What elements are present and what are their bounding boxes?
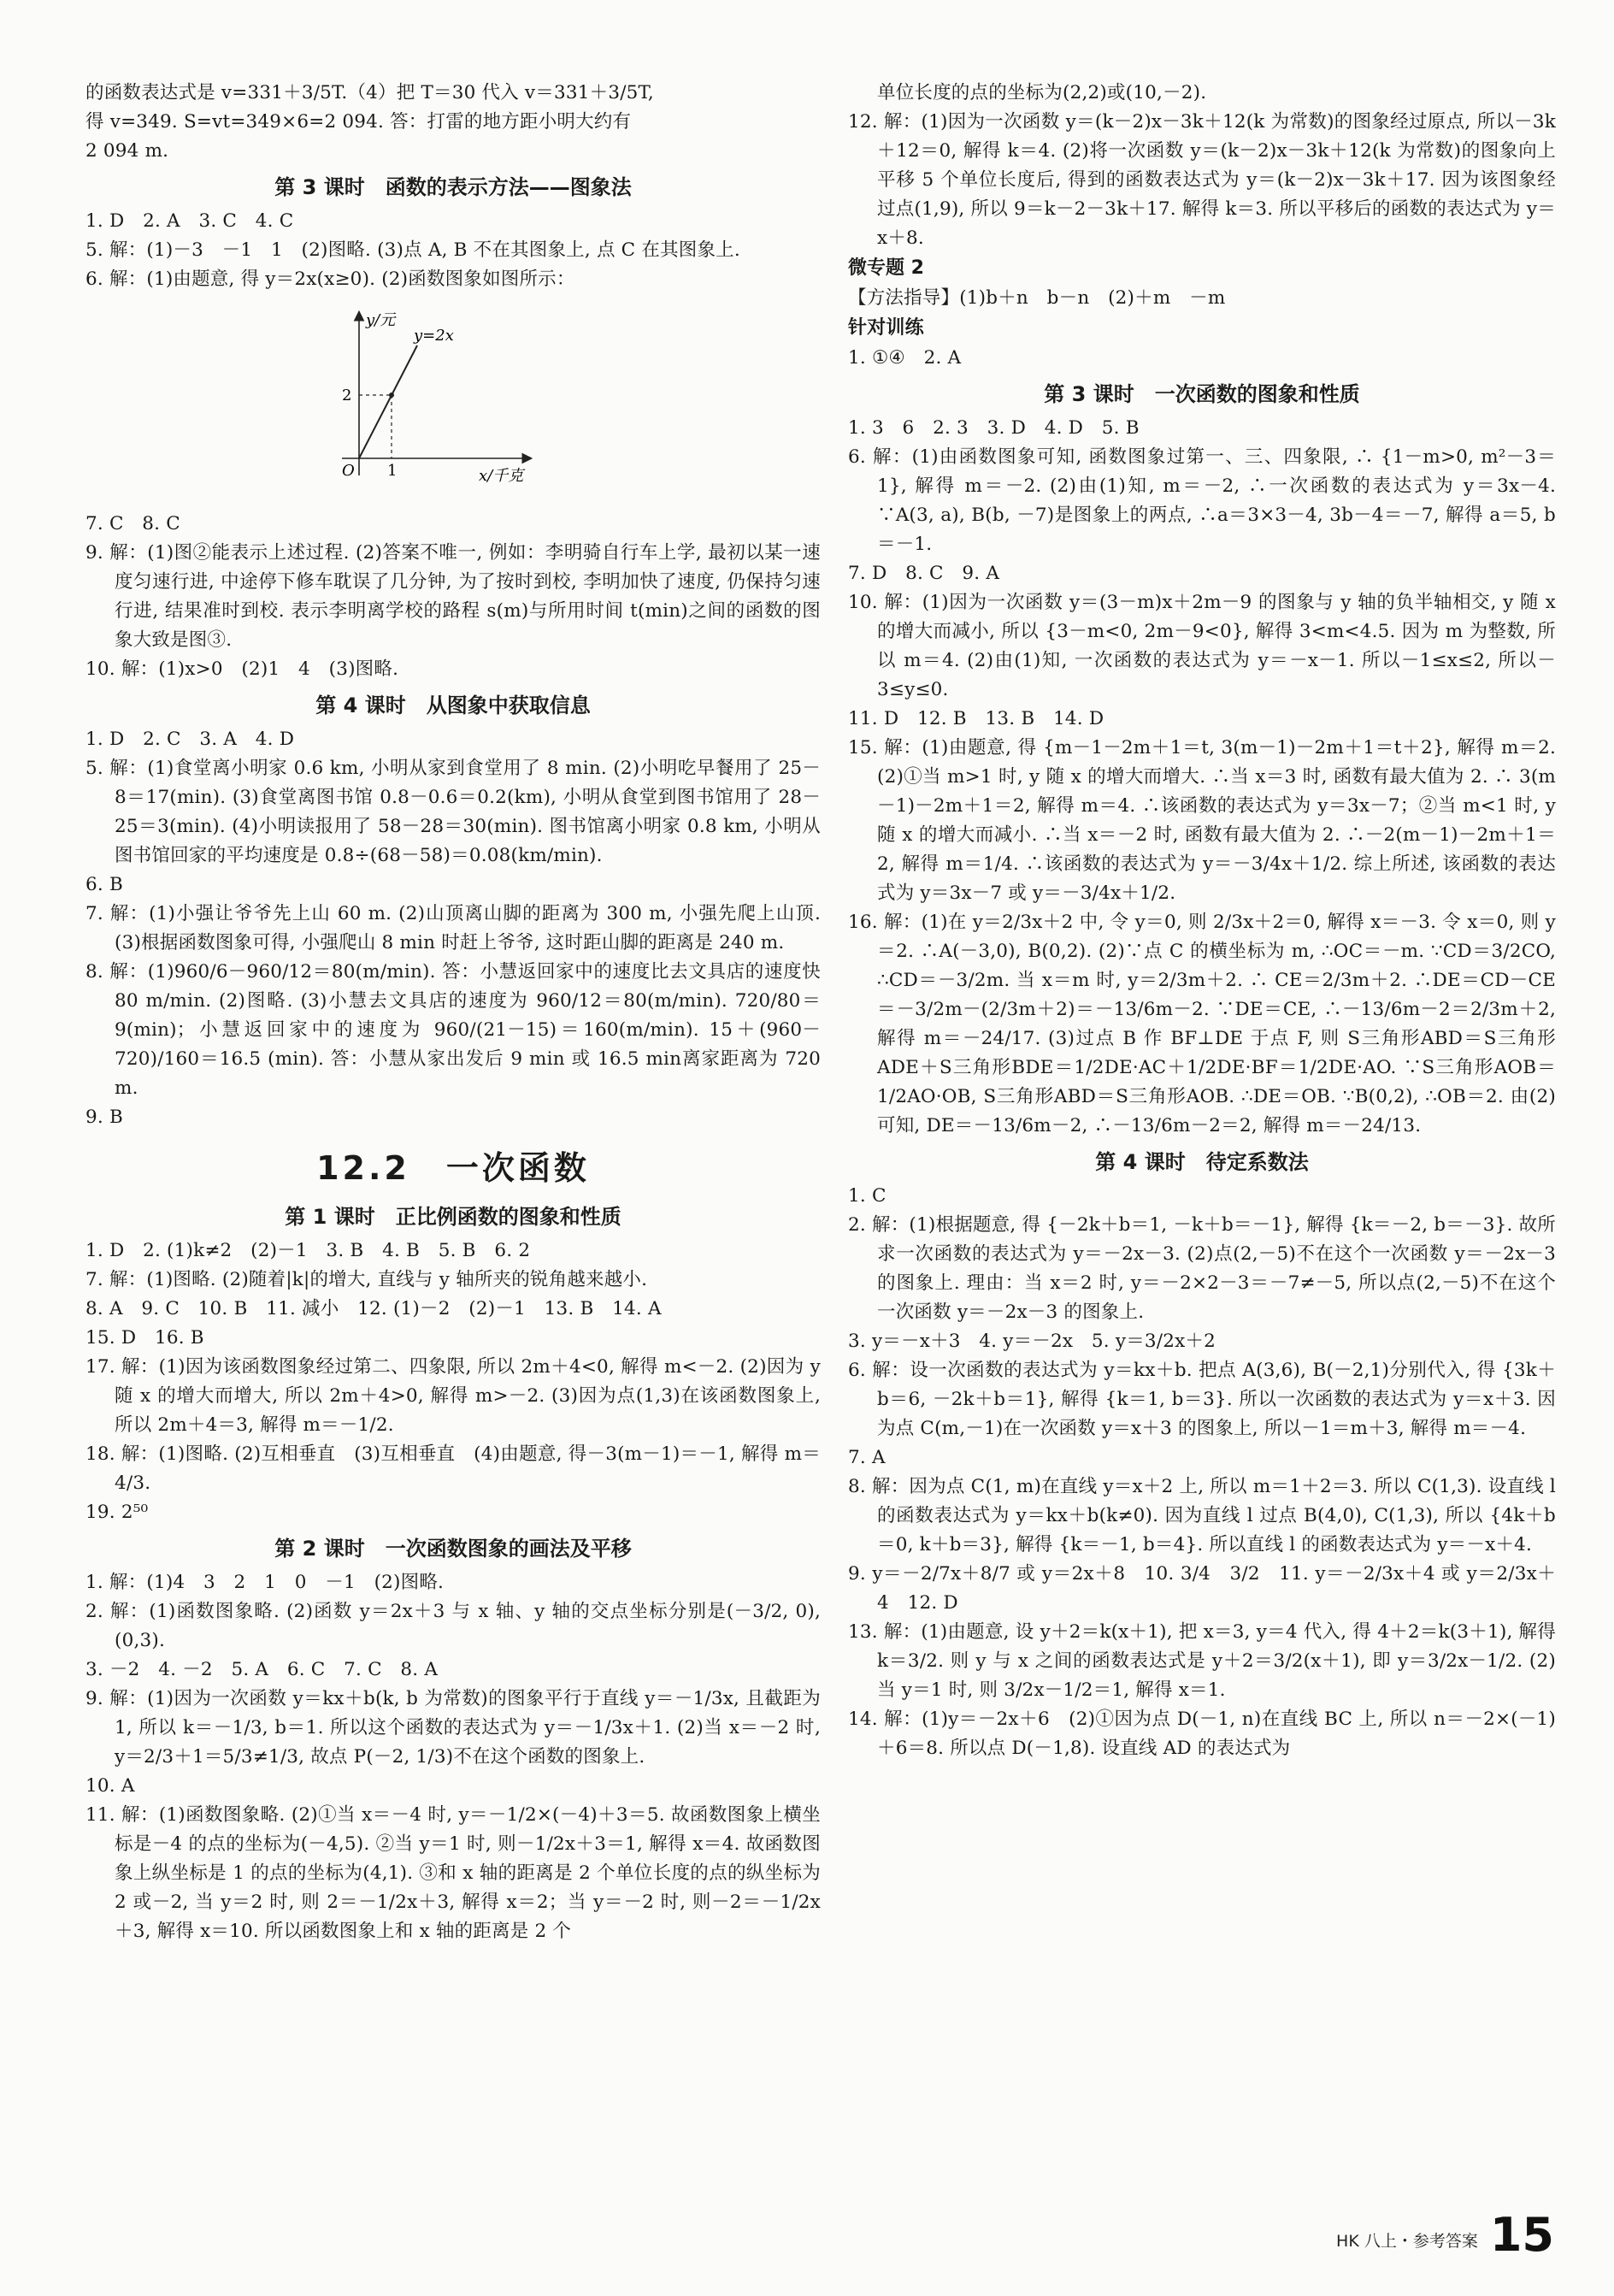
lesson-title: 第 4 课时 待定系数法 — [1095, 1150, 1309, 1174]
answer-item: 13. 解：(1)由题意, 设 y＋2＝k(x＋1), 把 x＝3, y＝4 代入, 得 4＋2＝k(3＋1), 解得 k＝3/2. 则 y 与 x 之间的函数表达式是 y＋2＝3/2(x＋1), 即 y＝3/2x－1/2. (2)当 y＝1 时, 则 3/2x－1/2＝1, 解得 x＝1. — [848, 1621, 1556, 1701]
origin-label: O — [342, 462, 355, 480]
answer-item: 6. B — [85, 874, 123, 895]
answer-item: 10. A — [85, 1775, 135, 1797]
graph-line — [359, 345, 417, 458]
left-column — [85, 79, 821, 1946]
answer-item: 18. 解：(1)图略. (2)互相垂直 (3)互相垂直 (4)由题意, 得－3(m－1)＝－1, 解得 m＝4/3. — [85, 1443, 821, 1494]
intro-line: 2 094 m. — [85, 140, 169, 162]
answer-item: 11. 解：(1)函数图象略. (2)①当 x＝－4 时, y＝－1/2×(－4)＋3＝5. 故函数图象上横坐标是－4 的点的坐标为(－4,5). ②当 y＝1 时, 则－1/2x＋3＝1, 解得 x＝4. 故函数图象上纵坐标是 1 的点的坐标为(4,1). ③和 x 轴的距离是 2 个单位长度的点的纵坐标为 2 或－2, 当 y＝2 时, 则 2＝－1/2x＋3, 解得 x＝2；当 y＝－2 时, 则－2＝－1/2x＋3, 解得 x＝10. 所以函数图象上和 x 轴的距离是 2 个 — [85, 1804, 821, 1942]
lesson-title: 第 3 课时 一次函数的图象和性质 — [1044, 382, 1360, 406]
answer-item: 8. 解：(1)960/6－960/12＝80(m/min). 答：小慧返回家中的速度比去文具店的速度快 80 m/min. (2)图略. (3)小慧去文具店的速度为 960/12＝80(m/min). 720/80＝9(min)；小慧返回家中的速度为 960/(21－15)＝160(m/min). 15＋(960－720)/160＝16.5 (min). 答：小慧从家出发后 9 min 或 16.5 min离家距离为 720 m. — [85, 961, 821, 1099]
answer-item: 1. C — [848, 1185, 887, 1207]
answer-item: 7. 解：(1)图略. (2)随着|k|的增大, 直线与 y 轴所夹的锐角越来越小. — [85, 1269, 648, 1290]
answer-item: 15. 解：(1)由题意, 得 {m－1－2m＋1＝t, 3(m－1)－2m＋1＝t＋2}, 解得 m＝2. (2)①当 m>1 时, y 随 x 的增大而增大. ∴当 x＝3 时, 函数有最大值为 2. ∴ 3(m－1)－2m＋1＝2, 解得 m＝4. ∴该函数的表达式为 y＝3x－7；②当 m<1 时, y 随 x 的增大而减小. ∴当 x＝－2 时, 函数有最大值为 2. ∴－2(m－1)－2m＋1＝2, 解得 m＝1/4. ∴该函数的表达式为 y＝－3/4x＋1/2. 综上所述, 该函数的表达式为 y＝3x－7 或 y＝－3/4x＋1/2. — [848, 737, 1556, 904]
practice-heading: 针对训练 — [848, 317, 924, 339]
topic-title: 微专题 2 — [848, 257, 924, 279]
answer-item: 11. D 12. B 13. B 14. D — [848, 708, 1104, 729]
answer-item: 1. D 2. C 3. A 4. D — [85, 729, 295, 750]
y-tick-label: 2 — [342, 387, 352, 404]
graph-point — [389, 393, 394, 398]
lesson-title: 第 2 课时 一次函数图象的画法及平移 — [274, 1537, 632, 1561]
answer-item: 9. y＝－2/7x＋8/7 或 y＝2x＋8 10. 3/4 3/2 11. y＝－2/3x＋4 或 y＝2/3x＋4 12. D — [848, 1563, 1556, 1614]
page-footer — [1336, 2208, 1554, 2262]
answer-item: 7. C 8. C — [85, 513, 180, 534]
answer-item: 7. D 8. C 9. A — [848, 563, 1000, 584]
answer-item: 15. D 16. B — [85, 1327, 204, 1349]
answer-item: 3. y＝－x＋3 4. y＝－2x 5. y＝3/2x＋2 — [848, 1331, 1216, 1352]
answer-item: 1. 3 6 2. 3 3. D 4. D 5. B — [848, 417, 1140, 439]
answer-item: 2. 解：(1)根据题意, 得 {－2k＋b＝1, －k＋b＝－1}, 解得 {k＝－2, b＝－3}. 故所求一次函数的表达式为 y＝－2x－3. (2)点(2,－5)不在这个一次函数 y＝－2x－3 的图象上. 理由：当 x＝2 时, y＝－2×2－3＝－7≠－5, 所以点(2,－5)不在这个一次函数 y＝－2x－3 的图象上. — [848, 1214, 1556, 1323]
intro-line: 的函数表达式是 v=331＋3/5T.（4）把 T＝30 代入 v＝331＋3/5T, — [85, 82, 654, 103]
answer-item: 8. A 9. C 10. B 11. 减小 12. (1)－2 (2)－1 13. B 14. A — [85, 1298, 662, 1319]
answer-item: 1. D 2. (1)k≠2 (2)－1 3. B 4. B 5. B 6. 2 — [85, 1240, 531, 1261]
answer-item: 1. ①④ 2. A — [848, 347, 962, 369]
footer-label: HK 八上・参考答案 — [1336, 2232, 1478, 2251]
answer-item: 7. A — [848, 1447, 886, 1468]
answer-item: 6. 解：(1)由函数图象可知, 函数图象过第一、三、四象限, ∴ {1－m>0, m²－3＝1}, 解得 m＝－2. (2)由(1)知, m＝－2, ∴一次函数的表达式为 y＝3x－4. ∵A(3, a), B(b, －7)是图象上的两点, ∴a＝3×3－4, 3b－4＝－7, 解得 a＝5, b＝－1. — [848, 446, 1556, 555]
answer-item: 17. 解：(1)因为该函数图象经过第二、四象限, 所以 2m＋4<0, 解得 m<－2. (2)因为 y 随 x 的增大而增大, 所以 2m＋4>0, 解得 m>－2. (3)因为点(1,3)在该函数图象上, 所以 2m＋4＝3, 解得 m＝－1/2. — [85, 1356, 821, 1436]
answer-item: 2. 解：(1)函数图象略. (2)函数 y＝2x＋3 与 x 轴、y 轴的交点坐标分别是(－3/2, 0), (0,3). — [85, 1601, 821, 1651]
answer-item: 5. 解：(1)－3 －1 1 (2)图略. (3)点 A, B 不在其图象上, 点 C 在其图象上. — [85, 239, 740, 261]
lesson-title: 第 3 课时 函数的表示方法——图象法 — [274, 175, 632, 199]
answer-item: 19. 2⁵⁰ — [85, 1502, 149, 1523]
x-axis-label: x/千克 — [479, 467, 524, 485]
method-guide: 【方法指导】(1)b＋n b－n (2)＋m －m — [848, 287, 1226, 309]
answer-item: 10. 解：(1)因为一次函数 y＝(3－m)x＋2m－9 的图象与 y 轴的负半轴相交, y 随 x 的增大而减小, 所以 {3－m<0, 2m－9<0}, 解得 3<m<4.5. 因为 m 为整数, 所以 m＝4. (2)由(1)知, 一次函数的表达式为 y＝－x－1. 所以－1≤x≤2, 所以－3≤y≤0. — [848, 592, 1556, 700]
answer-item: 6. 解：(1)由题意, 得 y＝2x(x≥0). (2)函数图象如图所示： — [85, 269, 575, 290]
answer-item: 9. 解：(1)图②能表示上述过程. (2)答案不唯一, 例如：李明骑自行车上学, 最初以某一速度匀速行进, 中途停下修车耽误了几分钟, 为了按时到校, 李明加快了速度, 仍保持匀速行进, 结果准时到校. 表示李明离学校的路程 s(m)与所用时间 t(min)之间的函数的图象大致是图③. — [85, 542, 821, 651]
intro-line: 得 v=349. S=vt=349×6=2 094. 答：打雷的地方距小明大约有 — [85, 111, 632, 133]
section-title: 12.2 一次函数 — [316, 1149, 590, 1187]
graph-svg — [316, 299, 573, 498]
answer-item: 16. 解：(1)在 y＝2/3x＋2 中, 令 y＝0, 则 2/3x＋2＝0, 解得 x＝－3. 令 x＝0, 则 y＝2. ∴A(－3,0), B(0,2). (2)∵点 C 的横坐标为 m, ∴OC＝－m. ∵CD＝3/2CO, ∴CD＝－3/2m. 当 x＝m 时, y＝2/3m＋2. ∴ CE＝2/3m＋2. ∴DE＝CD－CE＝－3/2m－(2/3m＋2)＝－13/6m－2. ∵DE＝CE, ∴－13/6m－2＝2/3m＋2, 解得 m＝－24/17. (3)过点 B 作 BF⊥DE 于点 F, 则 S三角形ABD＝S三角形ADE＋S三角形BDE＝1/2DE·AC＋1/2DE·BF＝1/2DE·AO. ∵S三角形AOB＝1/2AO·OB, S三角形ABD＝S三角形AOB. ∴DE＝OB. ∵B(0,2), ∴OB＝2. 由(2)可知, DE＝－13/6m－2, ∴－13/6m－2＝2, 解得 m＝－24/13. — [848, 912, 1556, 1136]
line-label: y=2x — [414, 327, 454, 345]
right-column — [848, 79, 1556, 1763]
x-tick-label: 1 — [387, 462, 398, 480]
answer-item: 3. －2 4. －2 5. A 6. C 7. C 8. A — [85, 1659, 439, 1680]
lesson-title: 第 1 课时 正比例函数的图象和性质 — [285, 1205, 621, 1229]
answer-item: 1. D 2. A 3. C 4. C — [85, 210, 294, 232]
answer-item: 9. B — [85, 1107, 123, 1128]
answer-item: 14. 解：(1)y＝－2x＋6 (2)①因为点 D(－1, n)在直线 BC 上, 所以 n＝－2×(－1)＋6＝8. 所以点 D(－1,8). 设直线 AD 的表达式为 — [848, 1709, 1556, 1759]
answer-item: 8. 解：因为点 C(1, m)在直线 y＝x＋2 上, 所以 m＝1＋2＝3. 所以 C(1,3). 设直线 l 的函数表达式为 y＝kx＋b(k≠0). 因为直线 l 过点 B(4,0), C(1,3), 所以 {4k＋b＝0, k＋b＝3}, 解得 {k＝－1, b＝4}. 所以直线 l 的函数表达式为 y＝－x＋4. — [848, 1476, 1556, 1555]
y-axis-label: y/元 — [366, 311, 396, 329]
answer-item: 5. 解：(1)食堂离小明家 0.6 km, 小明从家到食堂用了 8 min. (2)小明吃早餐用了 25－8＝17(min). (3)食堂离图书馆 0.8－0.6＝0.2(km), 小明从食堂到图书馆用了 28－25＝3(min). (4)小明读报用了 58－28＝30(min). 图书馆离小明家 0.8 km, 小明从图书馆回家的平均速度是 0.8÷(68－58)＝0.08(km/min). — [85, 758, 821, 866]
answer-item: 1. 解：(1)4 3 2 1 0 －1 (2)图略. — [85, 1572, 445, 1593]
answer-item: 9. 解：(1)因为一次函数 y＝kx＋b(k, b 为常数)的图象平行于直线 y＝－1/3x, 且截距为 1, 所以 k＝－1/3, b＝1. 所以这个函数的表达式为 y＝－1/3x＋1. (2)当 x＝－2 时, y＝2/3＋1＝5/3≠1/3, 故点 P(－2, 1/3)不在这个函数的图象上. — [85, 1688, 821, 1768]
answer-item: 7. 解：(1)小强让爷爷先上山 60 m. (2)山顶离山脚的距离为 300 m, 小强先爬上山顶. (3)根据函数图象可得, 小强爬山 8 min 时赶上爷爷, 这时距山脚的距离是 240 m. — [85, 903, 821, 953]
function-graph — [85, 299, 821, 501]
answer-item: 单位长度的点的坐标为(2,2)或(10,－2). — [877, 82, 1207, 103]
answer-item: 12. 解：(1)因为一次函数 y＝(k－2)x－3k＋12(k 为常数)的图象经过原点, 所以－3k＋12＝0, 解得 k＝4. (2)将一次函数 y＝(k－2)x－3k＋12(k 为常数)的图象向上平移 5 个单位长度后, 得到的函数表达式为 y＝(k－2)x－3k＋17. 因为该图象经过点(1,9), 所以 9＝k－2－3k＋17. 解得 k＝3. 所以平移后的函数的表达式为 y＝x＋8. — [848, 111, 1556, 249]
answer-item: 10. 解：(1)x>0 (2)1 4 (3)图略. — [85, 658, 399, 680]
answer-item: 6. 解：设一次函数的表达式为 y＝kx＋b. 把点 A(3,6), B(－2,1)分别代入, 得 {3k＋b＝6, －2k＋b＝1}, 解得 {k＝1, b＝3}. 所以一次函数的表达式为 y＝x＋3. 因为点 C(m,－1)在一次函数 y＝x＋3 的图象上, 所以－1＝m＋3, 解得 m＝－4. — [848, 1360, 1556, 1439]
page-number: 15 — [1489, 2208, 1554, 2262]
lesson-title: 第 4 课时 从图象中获取信息 — [315, 694, 591, 717]
